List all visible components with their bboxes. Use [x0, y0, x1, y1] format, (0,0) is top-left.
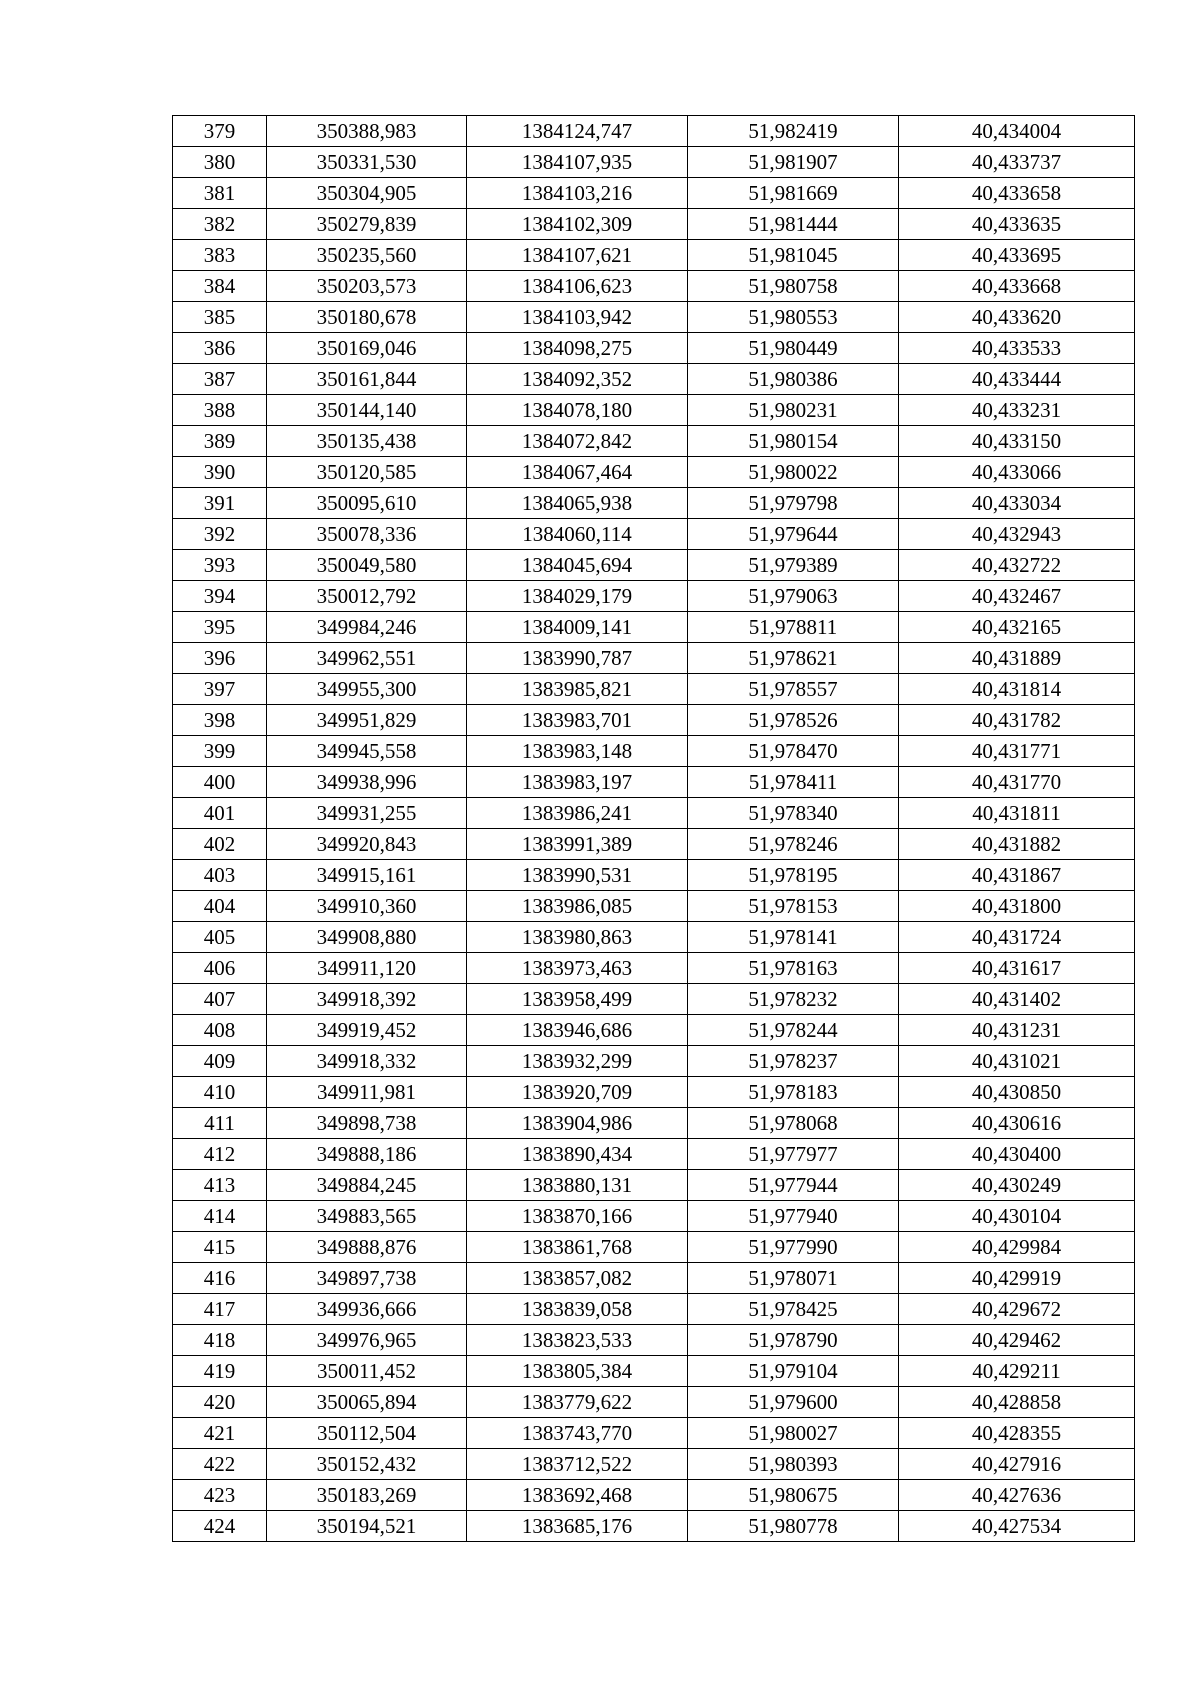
latitude-cell: 51,978526 [688, 705, 899, 736]
latitude-cell: 51,981907 [688, 147, 899, 178]
x-coordinate-cell: 349884,245 [267, 1170, 467, 1201]
coordinates-table [172, 115, 1135, 1542]
point-number-cell: 391 [173, 488, 267, 519]
table-row [173, 1046, 1135, 1077]
x-coordinate-cell: 349915,161 [267, 860, 467, 891]
point-number-cell: 410 [173, 1077, 267, 1108]
table-row [173, 1511, 1135, 1542]
point-number-cell: 412 [173, 1139, 267, 1170]
table-row [173, 1015, 1135, 1046]
longitude-cell: 40,429462 [899, 1325, 1135, 1356]
point-number-cell: 409 [173, 1046, 267, 1077]
table-row [173, 705, 1135, 736]
point-number-cell: 387 [173, 364, 267, 395]
y-coordinate-cell: 1383983,197 [467, 767, 688, 798]
x-coordinate-cell: 350388,983 [267, 116, 467, 147]
x-coordinate-cell: 349919,452 [267, 1015, 467, 1046]
table-row [173, 147, 1135, 178]
point-number-cell: 418 [173, 1325, 267, 1356]
point-number-cell: 424 [173, 1511, 267, 1542]
longitude-cell: 40,431617 [899, 953, 1135, 984]
table-row [173, 395, 1135, 426]
table-row [173, 1356, 1135, 1387]
y-coordinate-cell: 1383685,176 [467, 1511, 688, 1542]
point-number-cell: 402 [173, 829, 267, 860]
table-row [173, 457, 1135, 488]
point-number-cell: 420 [173, 1387, 267, 1418]
latitude-cell: 51,977990 [688, 1232, 899, 1263]
point-number-cell: 414 [173, 1201, 267, 1232]
table-row [173, 643, 1135, 674]
table-row [173, 178, 1135, 209]
longitude-cell: 40,433533 [899, 333, 1135, 364]
longitude-cell: 40,431889 [899, 643, 1135, 674]
latitude-cell: 51,980386 [688, 364, 899, 395]
longitude-cell: 40,431800 [899, 891, 1135, 922]
x-coordinate-cell: 350169,046 [267, 333, 467, 364]
y-coordinate-cell: 1384106,623 [467, 271, 688, 302]
table-row [173, 860, 1135, 891]
point-number-cell: 389 [173, 426, 267, 457]
table-row [173, 1325, 1135, 1356]
latitude-cell: 51,978557 [688, 674, 899, 705]
point-number-cell: 380 [173, 147, 267, 178]
point-number-cell: 419 [173, 1356, 267, 1387]
latitude-cell: 51,979104 [688, 1356, 899, 1387]
point-number-cell: 400 [173, 767, 267, 798]
latitude-cell: 51,978811 [688, 612, 899, 643]
y-coordinate-cell: 1384029,179 [467, 581, 688, 612]
longitude-cell: 40,429211 [899, 1356, 1135, 1387]
point-number-cell: 396 [173, 643, 267, 674]
x-coordinate-cell: 350279,839 [267, 209, 467, 240]
x-coordinate-cell: 349918,332 [267, 1046, 467, 1077]
x-coordinate-cell: 349897,738 [267, 1263, 467, 1294]
longitude-cell: 40,431724 [899, 922, 1135, 953]
point-number-cell: 417 [173, 1294, 267, 1325]
longitude-cell: 40,433034 [899, 488, 1135, 519]
point-number-cell: 408 [173, 1015, 267, 1046]
longitude-cell: 40,433635 [899, 209, 1135, 240]
table-row [173, 612, 1135, 643]
point-number-cell: 415 [173, 1232, 267, 1263]
point-number-cell: 390 [173, 457, 267, 488]
table-row [173, 891, 1135, 922]
point-number-cell: 385 [173, 302, 267, 333]
x-coordinate-cell: 349955,300 [267, 674, 467, 705]
point-number-cell: 397 [173, 674, 267, 705]
x-coordinate-cell: 350152,432 [267, 1449, 467, 1480]
y-coordinate-cell: 1384092,352 [467, 364, 688, 395]
y-coordinate-cell: 1383946,686 [467, 1015, 688, 1046]
x-coordinate-cell: 349898,738 [267, 1108, 467, 1139]
coordinates-table-body [173, 116, 1135, 1542]
x-coordinate-cell: 349936,666 [267, 1294, 467, 1325]
y-coordinate-cell: 1383920,709 [467, 1077, 688, 1108]
longitude-cell: 40,432467 [899, 581, 1135, 612]
point-number-cell: 379 [173, 116, 267, 147]
point-number-cell: 404 [173, 891, 267, 922]
latitude-cell: 51,978071 [688, 1263, 899, 1294]
longitude-cell: 40,429672 [899, 1294, 1135, 1325]
y-coordinate-cell: 1383983,701 [467, 705, 688, 736]
longitude-cell: 40,432165 [899, 612, 1135, 643]
latitude-cell: 51,978163 [688, 953, 899, 984]
point-number-cell: 393 [173, 550, 267, 581]
point-number-cell: 386 [173, 333, 267, 364]
latitude-cell: 51,981045 [688, 240, 899, 271]
x-coordinate-cell: 349888,186 [267, 1139, 467, 1170]
longitude-cell: 40,427636 [899, 1480, 1135, 1511]
point-number-cell: 401 [173, 798, 267, 829]
x-coordinate-cell: 350011,452 [267, 1356, 467, 1387]
y-coordinate-cell: 1384045,694 [467, 550, 688, 581]
table-row [173, 519, 1135, 550]
longitude-cell: 40,432943 [899, 519, 1135, 550]
x-coordinate-cell: 350304,905 [267, 178, 467, 209]
table-row [173, 426, 1135, 457]
latitude-cell: 51,980027 [688, 1418, 899, 1449]
y-coordinate-cell: 1384065,938 [467, 488, 688, 519]
x-coordinate-cell: 350203,573 [267, 271, 467, 302]
table-row [173, 1232, 1135, 1263]
latitude-cell: 51,981444 [688, 209, 899, 240]
x-coordinate-cell: 349931,255 [267, 798, 467, 829]
table-row [173, 302, 1135, 333]
x-coordinate-cell: 350078,336 [267, 519, 467, 550]
x-coordinate-cell: 349938,996 [267, 767, 467, 798]
latitude-cell: 51,982419 [688, 116, 899, 147]
point-number-cell: 406 [173, 953, 267, 984]
point-number-cell: 413 [173, 1170, 267, 1201]
x-coordinate-cell: 349920,843 [267, 829, 467, 860]
longitude-cell: 40,431867 [899, 860, 1135, 891]
longitude-cell: 40,433658 [899, 178, 1135, 209]
y-coordinate-cell: 1383983,148 [467, 736, 688, 767]
x-coordinate-cell: 350049,580 [267, 550, 467, 581]
latitude-cell: 51,978425 [688, 1294, 899, 1325]
longitude-cell: 40,430104 [899, 1201, 1135, 1232]
y-coordinate-cell: 1384103,216 [467, 178, 688, 209]
longitude-cell: 40,431771 [899, 736, 1135, 767]
table-row [173, 1263, 1135, 1294]
longitude-cell: 40,433668 [899, 271, 1135, 302]
latitude-cell: 51,980022 [688, 457, 899, 488]
longitude-cell: 40,433695 [899, 240, 1135, 271]
table-row [173, 1077, 1135, 1108]
longitude-cell: 40,430400 [899, 1139, 1135, 1170]
table-row [173, 1449, 1135, 1480]
latitude-cell: 51,978470 [688, 736, 899, 767]
table-row [173, 922, 1135, 953]
y-coordinate-cell: 1383890,434 [467, 1139, 688, 1170]
x-coordinate-cell: 350135,438 [267, 426, 467, 457]
latitude-cell: 51,978153 [688, 891, 899, 922]
table-row [173, 364, 1135, 395]
x-coordinate-cell: 349962,551 [267, 643, 467, 674]
y-coordinate-cell: 1383985,821 [467, 674, 688, 705]
y-coordinate-cell: 1384009,141 [467, 612, 688, 643]
x-coordinate-cell: 349984,246 [267, 612, 467, 643]
y-coordinate-cell: 1384078,180 [467, 395, 688, 426]
table-row [173, 1139, 1135, 1170]
x-coordinate-cell: 350120,585 [267, 457, 467, 488]
longitude-cell: 40,431811 [899, 798, 1135, 829]
point-number-cell: 399 [173, 736, 267, 767]
y-coordinate-cell: 1383904,986 [467, 1108, 688, 1139]
y-coordinate-cell: 1383805,384 [467, 1356, 688, 1387]
longitude-cell: 40,433231 [899, 395, 1135, 426]
table-row [173, 488, 1135, 519]
y-coordinate-cell: 1383932,299 [467, 1046, 688, 1077]
longitude-cell: 40,431814 [899, 674, 1135, 705]
y-coordinate-cell: 1383958,499 [467, 984, 688, 1015]
x-coordinate-cell: 349911,120 [267, 953, 467, 984]
x-coordinate-cell: 350183,269 [267, 1480, 467, 1511]
y-coordinate-cell: 1384098,275 [467, 333, 688, 364]
latitude-cell: 51,980553 [688, 302, 899, 333]
table-row [173, 1294, 1135, 1325]
longitude-cell: 40,431231 [899, 1015, 1135, 1046]
longitude-cell: 40,432722 [899, 550, 1135, 581]
table-row [173, 333, 1135, 364]
point-number-cell: 392 [173, 519, 267, 550]
point-number-cell: 395 [173, 612, 267, 643]
longitude-cell: 40,431782 [899, 705, 1135, 736]
y-coordinate-cell: 1383870,166 [467, 1201, 688, 1232]
y-coordinate-cell: 1384107,935 [467, 147, 688, 178]
latitude-cell: 51,980154 [688, 426, 899, 457]
point-number-cell: 423 [173, 1480, 267, 1511]
y-coordinate-cell: 1383991,389 [467, 829, 688, 860]
point-number-cell: 421 [173, 1418, 267, 1449]
latitude-cell: 51,979644 [688, 519, 899, 550]
table-row [173, 1387, 1135, 1418]
y-coordinate-cell: 1383692,468 [467, 1480, 688, 1511]
latitude-cell: 51,978237 [688, 1046, 899, 1077]
table-row [173, 829, 1135, 860]
longitude-cell: 40,433737 [899, 147, 1135, 178]
x-coordinate-cell: 349911,981 [267, 1077, 467, 1108]
point-number-cell: 416 [173, 1263, 267, 1294]
table-row [173, 1170, 1135, 1201]
point-number-cell: 422 [173, 1449, 267, 1480]
latitude-cell: 51,980758 [688, 271, 899, 302]
x-coordinate-cell: 349951,829 [267, 705, 467, 736]
x-coordinate-cell: 350065,894 [267, 1387, 467, 1418]
y-coordinate-cell: 1383712,522 [467, 1449, 688, 1480]
x-coordinate-cell: 350180,678 [267, 302, 467, 333]
latitude-cell: 51,979063 [688, 581, 899, 612]
table-row [173, 1108, 1135, 1139]
latitude-cell: 51,978183 [688, 1077, 899, 1108]
x-coordinate-cell: 350012,792 [267, 581, 467, 612]
table-row [173, 116, 1135, 147]
x-coordinate-cell: 349976,965 [267, 1325, 467, 1356]
latitude-cell: 51,980675 [688, 1480, 899, 1511]
y-coordinate-cell: 1383823,533 [467, 1325, 688, 1356]
latitude-cell: 51,977977 [688, 1139, 899, 1170]
latitude-cell: 51,978340 [688, 798, 899, 829]
point-number-cell: 405 [173, 922, 267, 953]
y-coordinate-cell: 1383743,770 [467, 1418, 688, 1449]
table-row [173, 953, 1135, 984]
y-coordinate-cell: 1383779,622 [467, 1387, 688, 1418]
x-coordinate-cell: 349910,360 [267, 891, 467, 922]
y-coordinate-cell: 1383980,863 [467, 922, 688, 953]
y-coordinate-cell: 1384102,309 [467, 209, 688, 240]
point-number-cell: 407 [173, 984, 267, 1015]
latitude-cell: 51,980393 [688, 1449, 899, 1480]
longitude-cell: 40,427916 [899, 1449, 1135, 1480]
latitude-cell: 51,979600 [688, 1387, 899, 1418]
x-coordinate-cell: 350194,521 [267, 1511, 467, 1542]
longitude-cell: 40,430249 [899, 1170, 1135, 1201]
latitude-cell: 51,979389 [688, 550, 899, 581]
longitude-cell: 40,431882 [899, 829, 1135, 860]
table-row [173, 581, 1135, 612]
latitude-cell: 51,978141 [688, 922, 899, 953]
table-row [173, 984, 1135, 1015]
y-coordinate-cell: 1384124,747 [467, 116, 688, 147]
y-coordinate-cell: 1383880,131 [467, 1170, 688, 1201]
table-row [173, 550, 1135, 581]
x-coordinate-cell: 349918,392 [267, 984, 467, 1015]
x-coordinate-cell: 350161,844 [267, 364, 467, 395]
x-coordinate-cell: 350144,140 [267, 395, 467, 426]
longitude-cell: 40,434004 [899, 116, 1135, 147]
y-coordinate-cell: 1384067,464 [467, 457, 688, 488]
x-coordinate-cell: 349908,880 [267, 922, 467, 953]
table-row [173, 1418, 1135, 1449]
latitude-cell: 51,978244 [688, 1015, 899, 1046]
latitude-cell: 51,978246 [688, 829, 899, 860]
y-coordinate-cell: 1384072,842 [467, 426, 688, 457]
y-coordinate-cell: 1383986,085 [467, 891, 688, 922]
table-row [173, 240, 1135, 271]
table-row [173, 798, 1135, 829]
longitude-cell: 40,431021 [899, 1046, 1135, 1077]
longitude-cell: 40,433150 [899, 426, 1135, 457]
latitude-cell: 51,977944 [688, 1170, 899, 1201]
x-coordinate-cell: 350331,530 [267, 147, 467, 178]
longitude-cell: 40,427534 [899, 1511, 1135, 1542]
y-coordinate-cell: 1383857,082 [467, 1263, 688, 1294]
y-coordinate-cell: 1383861,768 [467, 1232, 688, 1263]
longitude-cell: 40,433444 [899, 364, 1135, 395]
y-coordinate-cell: 1383839,058 [467, 1294, 688, 1325]
longitude-cell: 40,431402 [899, 984, 1135, 1015]
point-number-cell: 398 [173, 705, 267, 736]
point-number-cell: 403 [173, 860, 267, 891]
latitude-cell: 51,978790 [688, 1325, 899, 1356]
y-coordinate-cell: 1383990,787 [467, 643, 688, 674]
longitude-cell: 40,430616 [899, 1108, 1135, 1139]
longitude-cell: 40,428355 [899, 1418, 1135, 1449]
point-number-cell: 394 [173, 581, 267, 612]
table-row [173, 767, 1135, 798]
longitude-cell: 40,433066 [899, 457, 1135, 488]
x-coordinate-cell: 350235,560 [267, 240, 467, 271]
point-number-cell: 383 [173, 240, 267, 271]
latitude-cell: 51,980231 [688, 395, 899, 426]
table-row [173, 674, 1135, 705]
point-number-cell: 411 [173, 1108, 267, 1139]
y-coordinate-cell: 1383990,531 [467, 860, 688, 891]
y-coordinate-cell: 1384060,114 [467, 519, 688, 550]
table-row [173, 271, 1135, 302]
x-coordinate-cell: 349945,558 [267, 736, 467, 767]
x-coordinate-cell: 349888,876 [267, 1232, 467, 1263]
point-number-cell: 382 [173, 209, 267, 240]
x-coordinate-cell: 350112,504 [267, 1418, 467, 1449]
point-number-cell: 384 [173, 271, 267, 302]
longitude-cell: 40,433620 [899, 302, 1135, 333]
longitude-cell: 40,431770 [899, 767, 1135, 798]
x-coordinate-cell: 350095,610 [267, 488, 467, 519]
point-number-cell: 388 [173, 395, 267, 426]
y-coordinate-cell: 1384107,621 [467, 240, 688, 271]
latitude-cell: 51,980449 [688, 333, 899, 364]
longitude-cell: 40,430850 [899, 1077, 1135, 1108]
point-number-cell: 381 [173, 178, 267, 209]
y-coordinate-cell: 1383986,241 [467, 798, 688, 829]
longitude-cell: 40,428858 [899, 1387, 1135, 1418]
latitude-cell: 51,981669 [688, 178, 899, 209]
table-row [173, 1480, 1135, 1511]
table-row [173, 736, 1135, 767]
latitude-cell: 51,978068 [688, 1108, 899, 1139]
y-coordinate-cell: 1384103,942 [467, 302, 688, 333]
latitude-cell: 51,978195 [688, 860, 899, 891]
latitude-cell: 51,980778 [688, 1511, 899, 1542]
latitude-cell: 51,977940 [688, 1201, 899, 1232]
latitude-cell: 51,979798 [688, 488, 899, 519]
x-coordinate-cell: 349883,565 [267, 1201, 467, 1232]
longitude-cell: 40,429919 [899, 1263, 1135, 1294]
table-row [173, 1201, 1135, 1232]
latitude-cell: 51,978411 [688, 767, 899, 798]
latitude-cell: 51,978232 [688, 984, 899, 1015]
y-coordinate-cell: 1383973,463 [467, 953, 688, 984]
longitude-cell: 40,429984 [899, 1232, 1135, 1263]
table-row [173, 209, 1135, 240]
latitude-cell: 51,978621 [688, 643, 899, 674]
